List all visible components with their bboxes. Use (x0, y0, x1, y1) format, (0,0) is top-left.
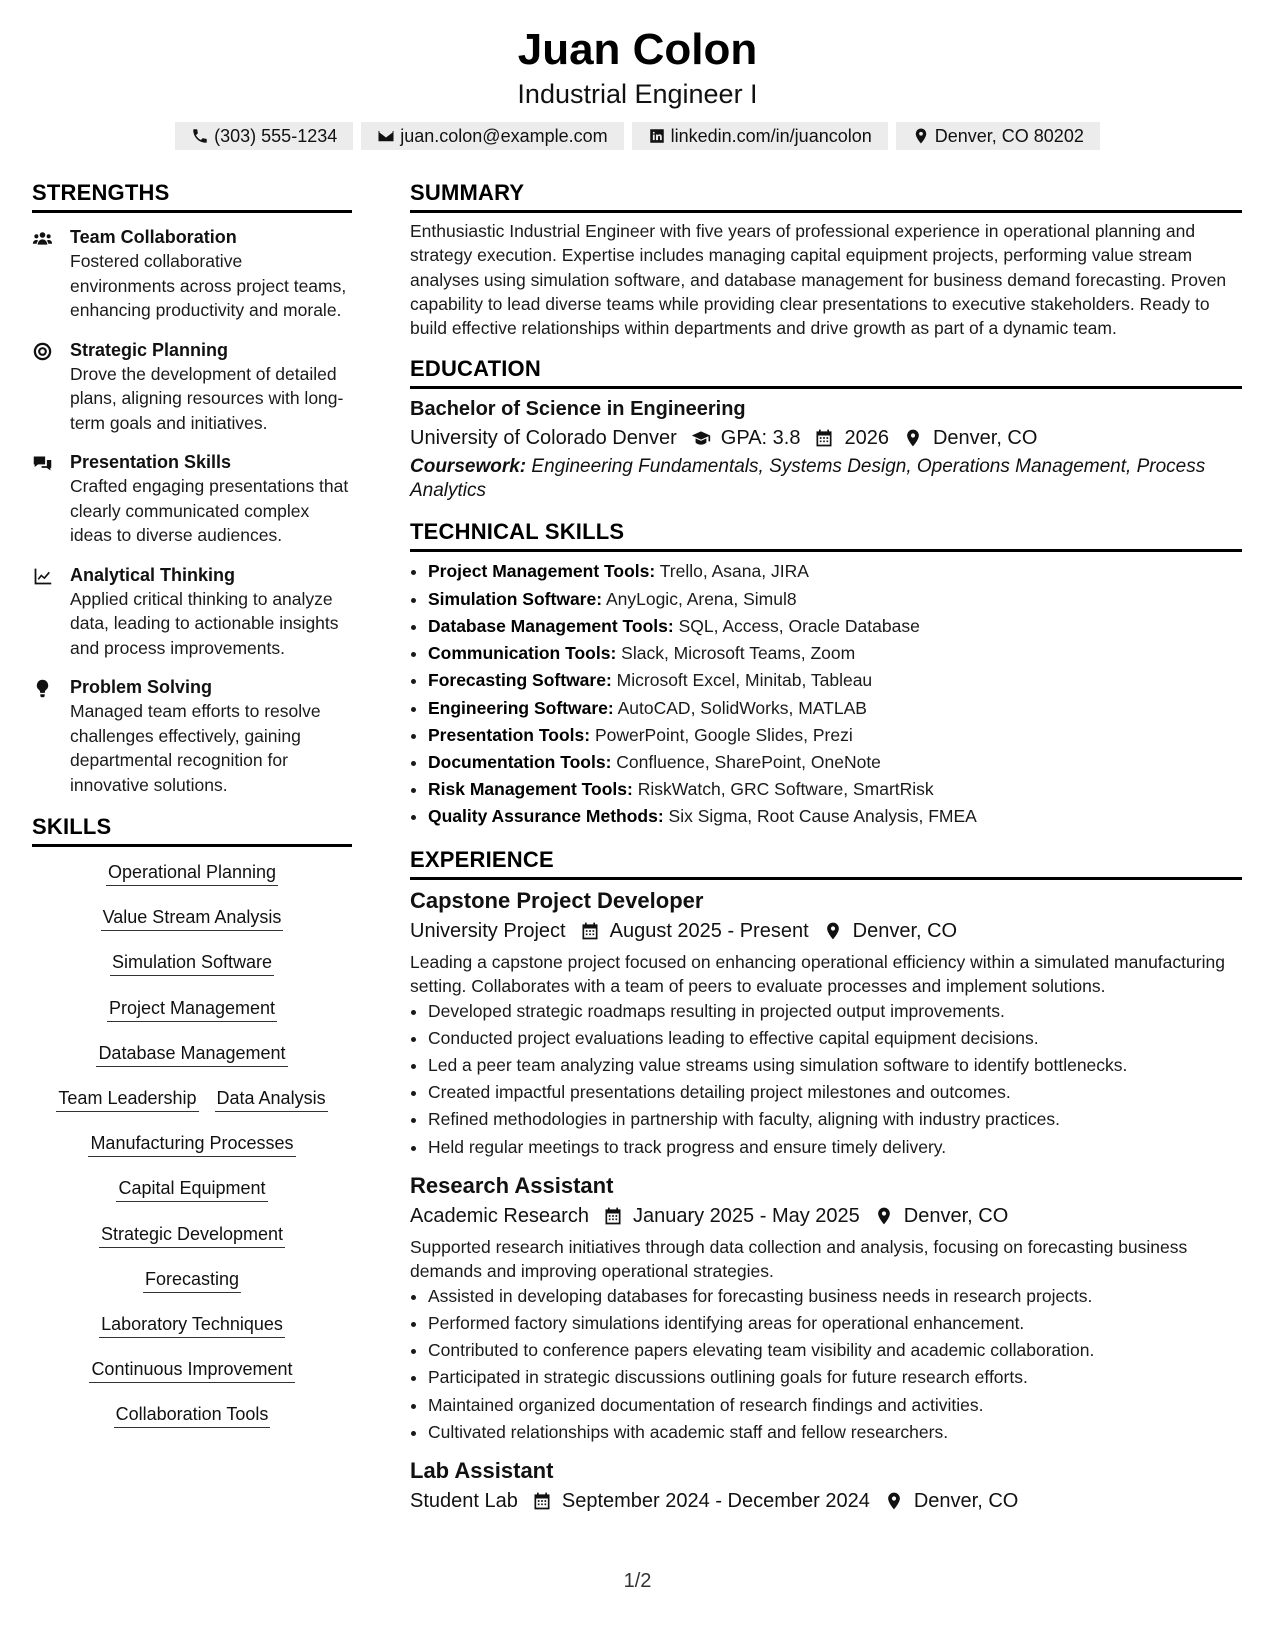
tech-skill-label: Communication Tools: (428, 643, 617, 664)
list-item: • Led a peer team analyzing value streams using simulation software to identify bottlenecks. (428, 1052, 1242, 1079)
map-marker-icon (823, 921, 843, 941)
map-marker-icon (884, 1491, 904, 1511)
map-marker-icon (874, 1206, 894, 1226)
tech-skill-value: SQL, Access, Oracle Database (678, 615, 920, 636)
map-marker-icon (912, 127, 930, 145)
tech-skill-value: AnyLogic, Arena, Simul8 (605, 588, 797, 609)
skill-tag: Value Stream Analysis (101, 904, 284, 931)
strength-item (32, 225, 352, 323)
skills-list (32, 859, 352, 1446)
education-meta (410, 423, 1242, 453)
tech-skill-value: Confluence, SharePoint, OneNote (616, 751, 881, 772)
experience-heading: EXPERIENCE (410, 845, 1242, 880)
graduation-year: 2026 (844, 427, 889, 450)
calendar-icon (580, 921, 600, 941)
contact-bar (0, 122, 1275, 150)
tech-skill-value: RiskWatch, GRC Software, SmartRisk (637, 779, 934, 800)
tech-skill-value: Trello, Asana, JIRA (659, 561, 809, 582)
graduation-cap-icon (691, 428, 711, 448)
strength-title: Team Collaboration (70, 227, 237, 247)
technical-skills-section (410, 517, 1242, 830)
technical-skills-list (410, 558, 1242, 830)
list-item: • Participated in strategic discussions outlining goals for future research efforts. (428, 1364, 1242, 1391)
tech-skill-label: Forecasting Software: (428, 670, 612, 691)
skill-tag: Strategic Development (99, 1221, 285, 1248)
tech-skill-value: PowerPoint, Google Slides, Prezi (594, 724, 853, 745)
list-item (428, 613, 1242, 640)
tech-skill-label: Quality Assurance Methods: (428, 806, 664, 827)
job-title: Lab Assistant (410, 1457, 554, 1483)
location-text: Denver, CO 80202 (934, 125, 1084, 146)
list-item: • Cultivated relationships with academic staff and fellow researchers. (428, 1419, 1242, 1446)
strength-item (32, 563, 352, 661)
job-org: Academic Research (410, 1204, 589, 1227)
list-item (428, 667, 1242, 694)
list-item: • Performed factory simulations identifying areas for operational enhancement. (428, 1310, 1242, 1337)
job-org: Student Lab (410, 1489, 518, 1512)
calendar-icon (603, 1206, 623, 1226)
summary-section (410, 178, 1242, 340)
coursework (410, 455, 1242, 503)
education-heading: EDUCATION (410, 354, 1242, 389)
strength-item (32, 338, 352, 436)
job-bullets (410, 1283, 1242, 1446)
list-item (428, 776, 1242, 803)
contact-email[interactable] (361, 122, 623, 150)
list-item (428, 695, 1242, 722)
phone-text: (303) 555-1234 (214, 125, 338, 146)
school-name: University of Colorado Denver (410, 427, 677, 450)
tech-skill-label: Project Management Tools: (428, 561, 656, 582)
target-icon (32, 341, 53, 362)
tech-skill-label: Database Management Tools: (428, 615, 674, 636)
strength-desc: Applied critical thinking to analyze data, leading to actionable insights and process improvements. (70, 588, 339, 658)
skill-tag: Laboratory Techniques (99, 1311, 285, 1338)
tech-skill-label: Risk Management Tools: (428, 779, 633, 800)
strength-title: Problem Solving (70, 677, 213, 697)
strength-desc: Drove the development of detailed plans, aligning resources with long-term goals and initiatives. (70, 363, 344, 433)
page-number: 1/2 (623, 1570, 652, 1592)
list-item (428, 749, 1242, 776)
summary-heading: SUMMARY (410, 178, 1242, 213)
job-meta (410, 1486, 1242, 1516)
job-meta (410, 1201, 1242, 1231)
strengths-heading: STRENGTHS (32, 178, 352, 213)
job-org: University Project (410, 919, 566, 942)
resume-header (0, 22, 1275, 150)
summary-text: Enthusiastic Industrial Engineer with five years of professional experience in operational planning and strategy execution. Expertise includes managing capital equipment projects, performing value stream analyses using simulation software, and database management for business demand forecasting. Proven capability to lead diverse teams while providing clear presentations to executive stakeholders. Ready to build effective relationships within departments and drive growth as part of a dynamic team. (410, 221, 1227, 339)
tech-skill-label: Documentation Tools: (428, 751, 612, 772)
skill-tag: Team Leadership (56, 1085, 198, 1112)
tech-skill-value: AutoCAD, SolidWorks, MATLAB (617, 697, 867, 718)
skill-tag: Collaboration Tools (114, 1401, 271, 1428)
experience-section (410, 845, 1242, 1516)
contact-location (896, 122, 1100, 150)
skill-tag: Project Management (107, 995, 277, 1022)
job-location: Denver, CO (852, 919, 958, 942)
calendar-icon (814, 428, 834, 448)
degree-title: Bachelor of Science in Engineering (410, 398, 746, 421)
list-item: • Contributed to conference papers elevating team visibility and academic collaboration. (428, 1337, 1242, 1364)
list-item: • Maintained organized documentation of research findings and activities. (428, 1392, 1242, 1419)
comments-icon (32, 453, 53, 474)
strength-title: Strategic Planning (70, 339, 229, 360)
job-description: Leading a capstone project focused on enhancing operational efficiency within a simulated manufacturing setting. Collaborates with a team of peers to evaluate processes and implement solutions. (410, 951, 1225, 996)
coursework-label: Coursework: (410, 456, 527, 478)
job-dates: January 2025 - May 2025 (632, 1204, 860, 1227)
candidate-title: Industrial Engineer I (517, 79, 758, 109)
tech-skill-label: Simulation Software: (428, 588, 603, 609)
strength-desc: Fostered collaborative environments across project teams, enhancing productivity and morale. (70, 251, 347, 320)
map-marker-icon (903, 428, 923, 448)
job-entry (410, 886, 1242, 1161)
right-column (410, 178, 1242, 1516)
linkedin-text: linkedin.com/in/juancolon (670, 125, 872, 146)
list-item (428, 640, 1242, 667)
strength-title: Presentation Skills (70, 452, 232, 472)
list-item (428, 586, 1242, 613)
contact-phone[interactable] (175, 122, 353, 150)
strength-desc: Crafted engaging presentations that clearly communicated complex ideas to diverse audiences. (70, 476, 349, 545)
technical-skills-heading: TECHNICAL SKILLS (410, 517, 1242, 552)
job-location: Denver, CO (913, 1489, 1019, 1512)
job-entry (410, 1171, 1242, 1446)
linkedin-icon (648, 127, 666, 145)
job-title: Capstone Project Developer (410, 887, 704, 913)
skill-tag: Forecasting (143, 1266, 241, 1293)
contact-linkedin[interactable] (632, 122, 888, 150)
job-dates: August 2025 - Present (609, 919, 809, 942)
email-text: juan.colon@example.com (400, 125, 608, 146)
list-item: • Created impactful presentations detailing project milestones and outcomes. (428, 1079, 1242, 1106)
job-bullets (410, 998, 1242, 1161)
gpa-text: GPA: 3.8 (720, 427, 801, 450)
skill-tag: Operational Planning (106, 859, 278, 886)
strength-desc: Managed team efforts to resolve challenges effectively, gaining departmental recognition for innovative solutions. (70, 701, 321, 795)
job-location: Denver, CO (903, 1204, 1009, 1227)
job-meta (410, 916, 1242, 946)
skill-tag: Data Analysis (215, 1085, 328, 1112)
job-entry (410, 1456, 1242, 1516)
phone-icon (191, 127, 209, 145)
skills-heading: SKILLS (32, 812, 352, 847)
skill-tag: Manufacturing Processes (88, 1130, 295, 1157)
coursework-text: Engineering Fundamentals, Systems Design, Operations Management, Process Analytics (410, 456, 1206, 502)
list-item: • Conducted project evaluations leading to effective capital equipment decisions. (428, 1025, 1242, 1052)
list-item: • Assisted in developing databases for forecasting business needs in research projects. (428, 1283, 1242, 1310)
tech-skill-value: Slack, Microsoft Teams, Zoom (621, 643, 856, 664)
strength-title: Analytical Thinking (70, 564, 236, 585)
tech-skill-value: Six Sigma, Root Cause Analysis, FMEA (668, 806, 977, 827)
job-description: Supported research initiatives through data collection and analysis, focusing on forecasting business demands and improving operational strategies. (410, 1236, 1188, 1281)
tech-skill-label: Engineering Software: (428, 697, 614, 718)
candidate-name: Juan Colon (517, 25, 758, 74)
chart-line-icon (32, 566, 53, 587)
skill-tag: Database Management (96, 1040, 287, 1067)
envelope-icon (377, 127, 395, 145)
list-item (428, 722, 1242, 749)
skill-tag: Continuous Improvement (89, 1356, 294, 1383)
education-section (410, 354, 1242, 503)
left-column (32, 178, 352, 1446)
tech-skill-label: Presentation Tools: (428, 724, 591, 745)
list-item: • Refined methodologies in partnership with faculty, aligning with industry practices. (428, 1106, 1242, 1133)
list-item (428, 803, 1242, 830)
job-title: Research Assistant (410, 1172, 614, 1198)
strengths-list (32, 225, 352, 797)
list-item: • Held regular meetings to track progress and ensure timely delivery. (428, 1134, 1242, 1161)
list-item (428, 558, 1242, 585)
strength-item (32, 450, 352, 548)
calendar-icon (532, 1491, 552, 1511)
skill-tag: Simulation Software (110, 949, 274, 976)
tech-skill-value: Microsoft Excel, Minitab, Tableau (616, 670, 873, 691)
skill-tag: Capital Equipment (116, 1175, 267, 1202)
lightbulb-icon (32, 678, 53, 699)
list-item: • Developed strategic roadmaps resulting in projected output improvements. (428, 998, 1242, 1025)
strength-item (32, 675, 352, 797)
job-dates: September 2024 - December 2024 (561, 1489, 870, 1512)
school-location: Denver, CO (932, 427, 1038, 450)
users-icon (32, 228, 53, 249)
skills-section (32, 812, 352, 1446)
